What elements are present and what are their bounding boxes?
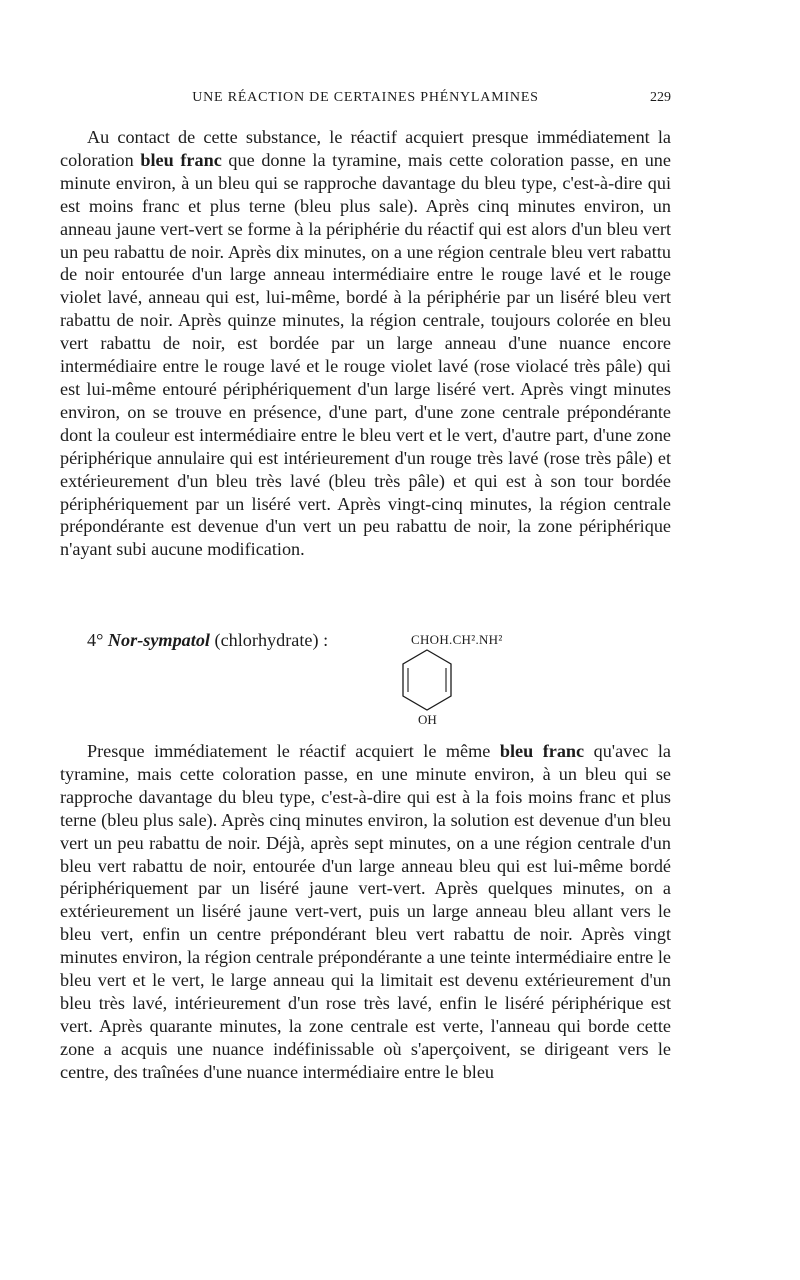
- paragraph-2-text-a: Presque immédiatement le réactif acquiert le même: [87, 741, 500, 761]
- running-title: UNE RÉACTION DE CERTAINES PHÉNYLAMINES: [192, 90, 539, 105]
- paragraph-2: [60, 740, 671, 1084]
- benzene-ring-drawing: [397, 648, 457, 714]
- paragraph-1-text-a: Au contact de cette substance, le réactif acquiert presque immédiatement la coloration: [60, 127, 671, 170]
- compound-name: Nor-sympatol: [107, 630, 210, 650]
- paragraph-1-text-b: que donne la tyramine, mais cette coloration passe, en une minute environ, à un bleu qui se rapproche davantage du bleu type, c'est-à-dire qui est moins franc et plus terne (bleu plus sale). Après cinq minutes environ, un anneau jaune vert-vert se forme à la périphérie du réactif qui est alors d'un bleu vert un peu rabattu de noir. Après dix minutes, on a une région centrale bleu vert rabattu de noir entourée d'un large anneau intermédiaire entre le rouge lavé et le rouge violet lavé, anneau qui est, lui-même, bordé à la périphérie par un liséré bleu vert rabattu de noir. Après quinze minutes, la région centrale, toujours colorée en bleu vert rabattu de noir, est bordée par un large anneau d'une nuance encore intermédiaire entre le rouge lavé et le rouge violet lavé (rose violacé très pâle) qui est lui-même entouré périphériquement d'un large liséré vert. Après vingt minutes environ, on se trouve en présence, d'une part, d'une zone centrale prépondérante dont la couleur est intermédiaire entre le bleu vert et le vert, d'autre part, d'une zone périphérique annulaire qui est intérieurement d'un rouge très lavé (rose très pâle) et extérieurement d'un bleu très lavé (bleu très pâle) et qui est à son tour bordée périphériquement par un liséré vert. Après vingt-cinq minutes, la région centrale prépondérante est devenue d'un vert un peu rabattu de noir, la zone périphérique n'ayant subi aucune modification.: [60, 149, 671, 560]
- paragraph-1: [60, 126, 671, 561]
- paragraph-2-bold-term: bleu franc: [499, 741, 585, 761]
- formula-substituent: CHOH.CH².NH²: [411, 632, 503, 647]
- paragraph-1-bold-term: bleu franc: [140, 149, 222, 170]
- paragraph-2-text-b: qu'avec la tyramine, mais cette coloration passe, en une minute environ, à un bleu qui se rapproche davantage du bleu type, c'est-à-dire qui est à la fois moins franc et plus terne (bleu plus sale). Après cinq minutes environ, la solution est devenue d'un bleu vert un peu rabattu de noir. Déjà, après sept minutes, on a une région centrale d'un bleu vert rabattu de noir, entourée d'un large anneau bleu qui est lui-même bordé périphériquement par un liséré jaune vert-vert. Après quelques minutes, on a extérieurement un liséré jaune vert-vert, puis un large anneau bleu allant vers le bleu vert, enfin un centre prépondérant bleu vert rabattu de noir. Après vingt minutes environ, la région centrale prépondérante a une teinte intermédiaire entre le bleu vert et le vert, le large anneau qui la limitait est devenu extérieurement d'un bleu très lavé, intérieurement d'un rose très lavé, enfin le liséré périphérique est vert. Après quarante minutes, la zone centrale est verte, l'anneau qui borde cette zone a acquis une nuance indéfinissable où s'aperçoivent, se dirigeant vers le centre, des traînées d'une nuance intermédiaire entre le bleu: [60, 741, 671, 1082]
- compound-heading: [87, 630, 328, 651]
- heading-rest: (chlorhydrate) :: [209, 630, 329, 650]
- heading-number: 4°: [87, 630, 104, 650]
- formula-hydroxyl: OH: [418, 712, 437, 727]
- page-number: 229: [650, 90, 671, 105]
- page-header: [60, 90, 671, 112]
- structural-formula: [393, 632, 513, 732]
